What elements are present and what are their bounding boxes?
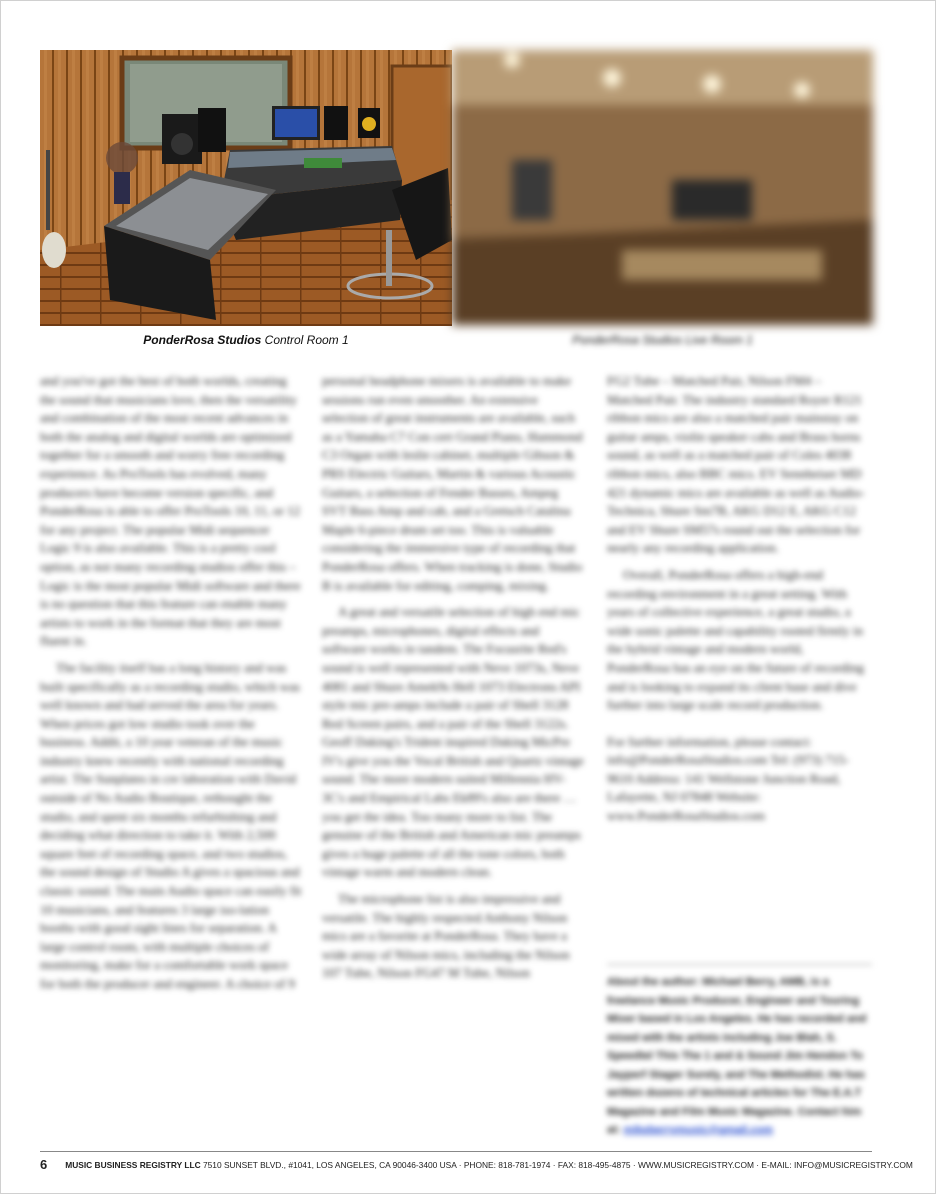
- photo-caption-live-room: PonderRosa Studios Live Room 1: [572, 333, 753, 347]
- paragraph: FG2 Tube – Matched Pair, Nilson FM4 – Matched Pair. The industry standard Royer R121 ribbon mics are also a matched pair mainstay on guitar amps, violin speaker cabs and Brass horns sound, as well as a matched pair of Coles 4038 ribbon mics, also BBC mics. EV Sennheiser MD 421 dynamic mics are available as well as Audio-Technica, Shure Sm7B, AKG D12 E, AKG C12 and EV Shure SM57s round out the selection for nearly any recording application.: [607, 373, 865, 556]
- bio-text: About the author: Michael Berry, AMB, is a freelance Music Producer, Engineer and Touring Mixer based in Los Angeles. He has recorded and mixed with the artists including Joe Blah, S. Speedtel This The 1 and & Sound Jim Hendon To Jayperf Stager Surely, and The Methodist. He has written dozens of technical articles for The E.A.T Magazine and Film Music Magazine. Contact him at:: [607, 976, 867, 1136]
- bio-email-link[interactable]: mikeberrymusic@gmail.com: [623, 1124, 774, 1136]
- paragraph: A great and versatile selection of high end mic preamps, microphones, digital effects and software works in tandem. The Focusrite Red's sound is well represented with Neve 1073s, Neve 4081 and Shure Amek9s Hell 1073 Electrons API style mic pre-amps include a pair of Shell 3128 Red Screen pairs, and a pair of the Shell 3122s. Geoff Daking's Trident inspired Daking MicPre IV's give you the Vocal British and Quartz vintage sound. The more modern suited Millennia HV-3C's and Empirical Labs Ek89's also are there … you get the idea. Too many more to list. The genuine of the British and American mic preamps gives a huge palette of all the tone colors, both vintage warm and modern clean.: [322, 604, 584, 880]
- footer-rule: [40, 1151, 872, 1152]
- paragraph: The microphone list is also impressive and versatile. The highly respected Anthony Nilson mics are a favorite at PonderRosa. They have a wide array of Nilson mics, including the Nilson 107 Tube, Nilson FG47 M Tube, Nilson: [322, 891, 570, 981]
- footer-company: MUSIC BUSINESS REGISTRY LLC: [65, 1160, 201, 1170]
- article-column-2: [322, 372, 584, 991]
- paragraph: The facility itself has a long history and was built specifically as a recording studio, which was well known and had served the area for years. When prices got low studio took over the business. Addit, a 10 year veteran of the music industry knew recently with national recording artist. The Sunplates in cre laboration with David outside of No Audio Boutique, rethought the studio, and spent six months refurbishing and deciding what direction to take it. With 2,500 square feet of recording space, and two studios, the sound design of Studio A gives a spacious and classic sound. The main Audio space can easily fit 10 musicians, and features 3 large iso-lation booths with good sight lines for separation. A large control room, with multiple choices of monitoring, make for a comfortable work space for both the producer and engineer. A choice of 9: [40, 659, 302, 991]
- control-room-photo: [40, 50, 452, 326]
- contact-info: For further information, please contact: info@PonderRosaStudios.com Tel: (973) 715-9610 Address: 141 Wellstone Junction Road, Lafayette, NJ 07848 Website: www.PonderRosaStudios.com: [607, 733, 849, 824]
- article-column-3: [607, 372, 869, 834]
- page-number: 6: [40, 1157, 48, 1172]
- live-room-photo: [452, 50, 873, 325]
- caption-studio-name: PonderRosa Studios: [143, 333, 262, 347]
- photo-caption-control-room: [40, 333, 452, 347]
- paragraph: personal headphone mixers is available to make sessions run even smoother. An extensive selection of great instruments are available, such as a Yamaha C7 Con cert Grand Piano, Hammond C3 Organ with leslie cabinet, multiple Gibson & PRS Electric Guitars, Martin & various Acoustic Guitars, a selection of Fender Basses, Ampeg SVT Bass Amp and cab, and a Gretsch Catalina Maple 6-piece drum set too. This is valuable considering the immersive type of recording that PonderRosa offers. When tracking is done, Studio B is available for editing, comping, mixing.: [322, 373, 583, 593]
- page-footer: [40, 1157, 913, 1172]
- footer-details: 7510 SUNSET BLVD., #1041, LOS ANGELES, CA 90046-3400 USA · PHONE: 818-781-1974 · FAX: 818-495-4875 · WWW.MUSICREGISTRY.COM · E-MAIL: INFO@MUSICREGISTRY.COM: [200, 1160, 913, 1170]
- article-column-1: [40, 372, 302, 1002]
- paragraph: and you've got the best of both worlds, creating the sound that musicians love, then the versatility and combination of the most recent advances in both the analog and digital worlds are optimized together for a smooth and worry free recording experience. As ProTools has evolved, many producers have become version specific, and PonderRosa is able to offer ProTools 10, 11, or 12 for any project. The popular Midi sequencer Logic 9 is also available. This is a pretty cool option, as not many recording studios offer this – Logic is the most popular Midi software and there is no question that this feature can enable many artists to work in the format that they are most fluent in.: [40, 373, 301, 649]
- author-bio: [607, 964, 872, 1140]
- caption-room-name: Control Room 1: [261, 333, 349, 347]
- paragraph: Overall, PonderRosa offers a high-end recording environment in a great setting. With years of collective experience, a great studio, a wide sonic palette and capability rooted firmly in the hybrid vintage and modern world, PonderRosa has an eye on the future of recording and is looking to expand its client base and dive further into large scale record production.: [607, 566, 865, 713]
